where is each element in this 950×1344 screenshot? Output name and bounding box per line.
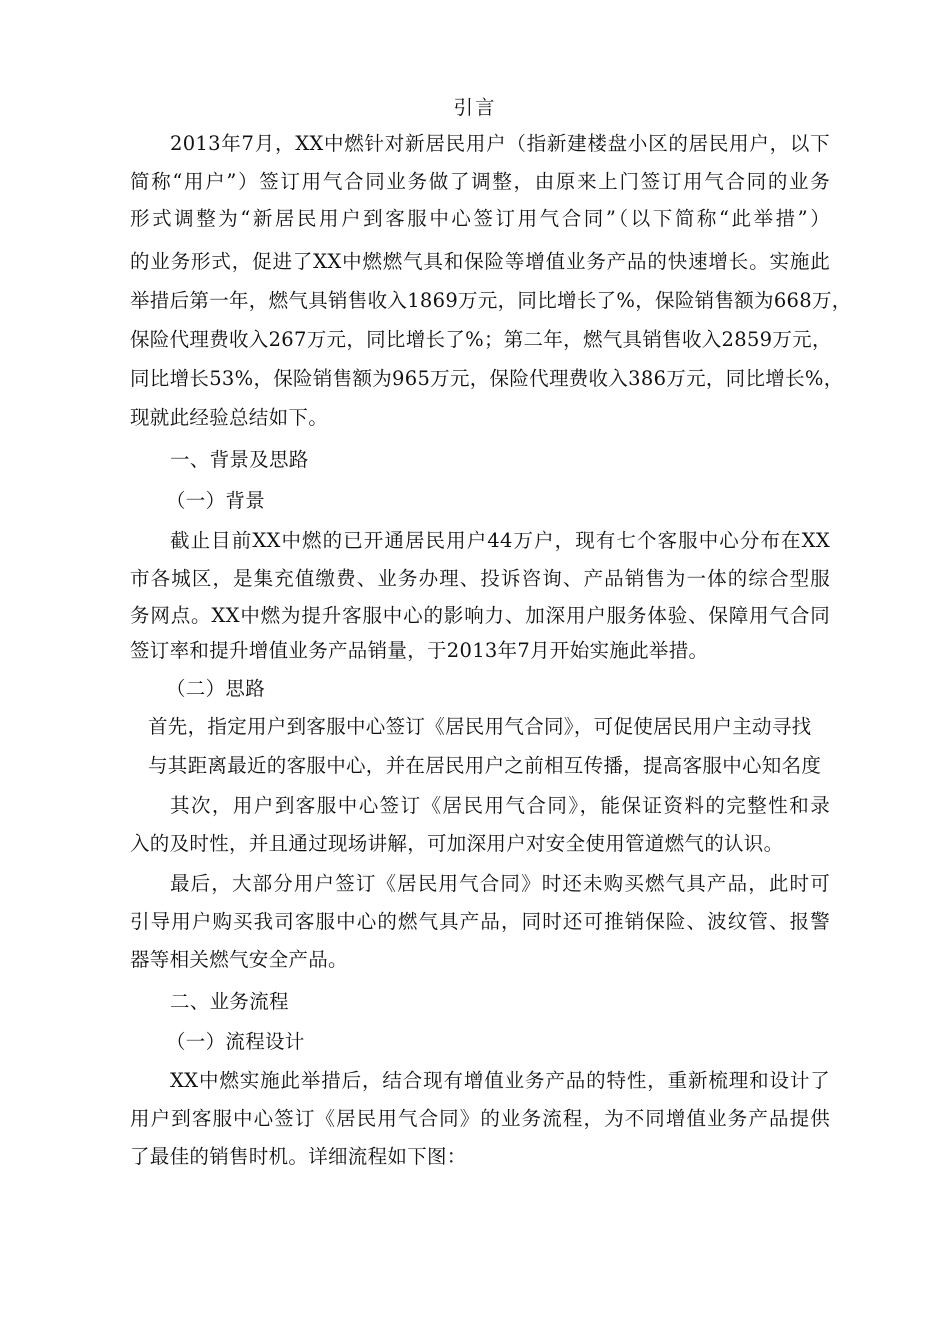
subheading-ideas: （二）思路 — [166, 677, 266, 700]
idea-last-line-3: 器等相关燃气安全产品。 — [130, 948, 348, 971]
idea-last-line-2: 引导用户购买我司客服中心的燃气具产品，同时还可推销保险、波纹管、报警 — [130, 910, 830, 933]
background-line-2: 市各城区，是集充值缴费、业务办理、投诉咨询、产品销售为一体的综合型服 — [130, 567, 830, 590]
document-title: 引言 — [453, 96, 497, 119]
intro-line-7: 同比增长53%，保险销售额为965万元，保险代理费收入386万元，同比增长%， — [130, 367, 844, 390]
background-line-4: 签订率和提升增值业务产品销量，于2013年7月开始实施此举措。 — [130, 639, 709, 662]
section-heading-background-ideas: 一、背景及思路 — [170, 448, 309, 471]
process-line-2: 用户到客服中心签订《居民用气合同》的业务流程，为不同增值业务产品提供 — [130, 1107, 830, 1130]
idea-first-line-2: 与其距离最近的客服中心，并在居民用户之前相互传播，提高客服中心知名度 — [148, 754, 822, 777]
intro-line-2: 简称“用户”）签订用气合同业务做了调整，由原来上门签订用气合同的业务 — [130, 170, 830, 193]
intro-line-6: 保险代理费收入267万元，同比增长了%；第二年，燃气具销售收入2859万元， — [130, 328, 832, 351]
subheading-background: （一）背景 — [166, 489, 266, 512]
process-line-3: 了最佳的销售时机。详细流程如下图： — [130, 1145, 467, 1168]
idea-first-line-1: 首先，指定用户到客服中心签订《居民用气合同》，可促使居民用户主动寻找 — [148, 715, 812, 738]
idea-second-line-1: 其次，用户到客服中心签订《居民用气合同》，能保证资料的完整性和录 — [170, 794, 830, 817]
intro-line-8: 现就此经验总结如下。 — [130, 406, 329, 429]
intro-line-4: 的业务形式，促进了XX中燃燃气具和保险等增值业务产品的快速增长。实施此 — [130, 250, 830, 273]
process-line-1: XX中燃实施此举措后，结合现有增值业务产品的特性，重新梳理和设计了 — [170, 1069, 830, 1092]
background-line-1: 截止目前XX中燃的已开通居民用户44万户，现有七个客服中心分布在XX — [170, 529, 830, 552]
background-line-3: 务网点。XX中燃为提升客服中心的影响力、加深用户服务体验、保障用气合同 — [130, 604, 830, 627]
idea-second-line-2: 入的及时性，并且通过现场讲解，可加深用户对安全使用管道燃气的认识。 — [130, 832, 784, 855]
idea-last-line-1: 最后，大部分用户签订《居民用气合同》时还未购买燃气具产品，此时可 — [170, 872, 830, 895]
section-heading-business-process: 二、业务流程 — [170, 990, 289, 1013]
subheading-process-design: （一）流程设计 — [166, 1030, 305, 1053]
intro-line-3: 形式调整为“新居民用户到客服中心签订用气合同”（以下简称“此举措”） — [130, 207, 830, 230]
intro-line-1: 2013年7月，XX中燃针对新居民用户（指新建楼盘小区的居民用户，以下 — [170, 132, 830, 155]
intro-line-5: 举措后第一年，燃气具销售收入1869万元，同比增长了%，保险销售额为668万， — [130, 289, 852, 312]
